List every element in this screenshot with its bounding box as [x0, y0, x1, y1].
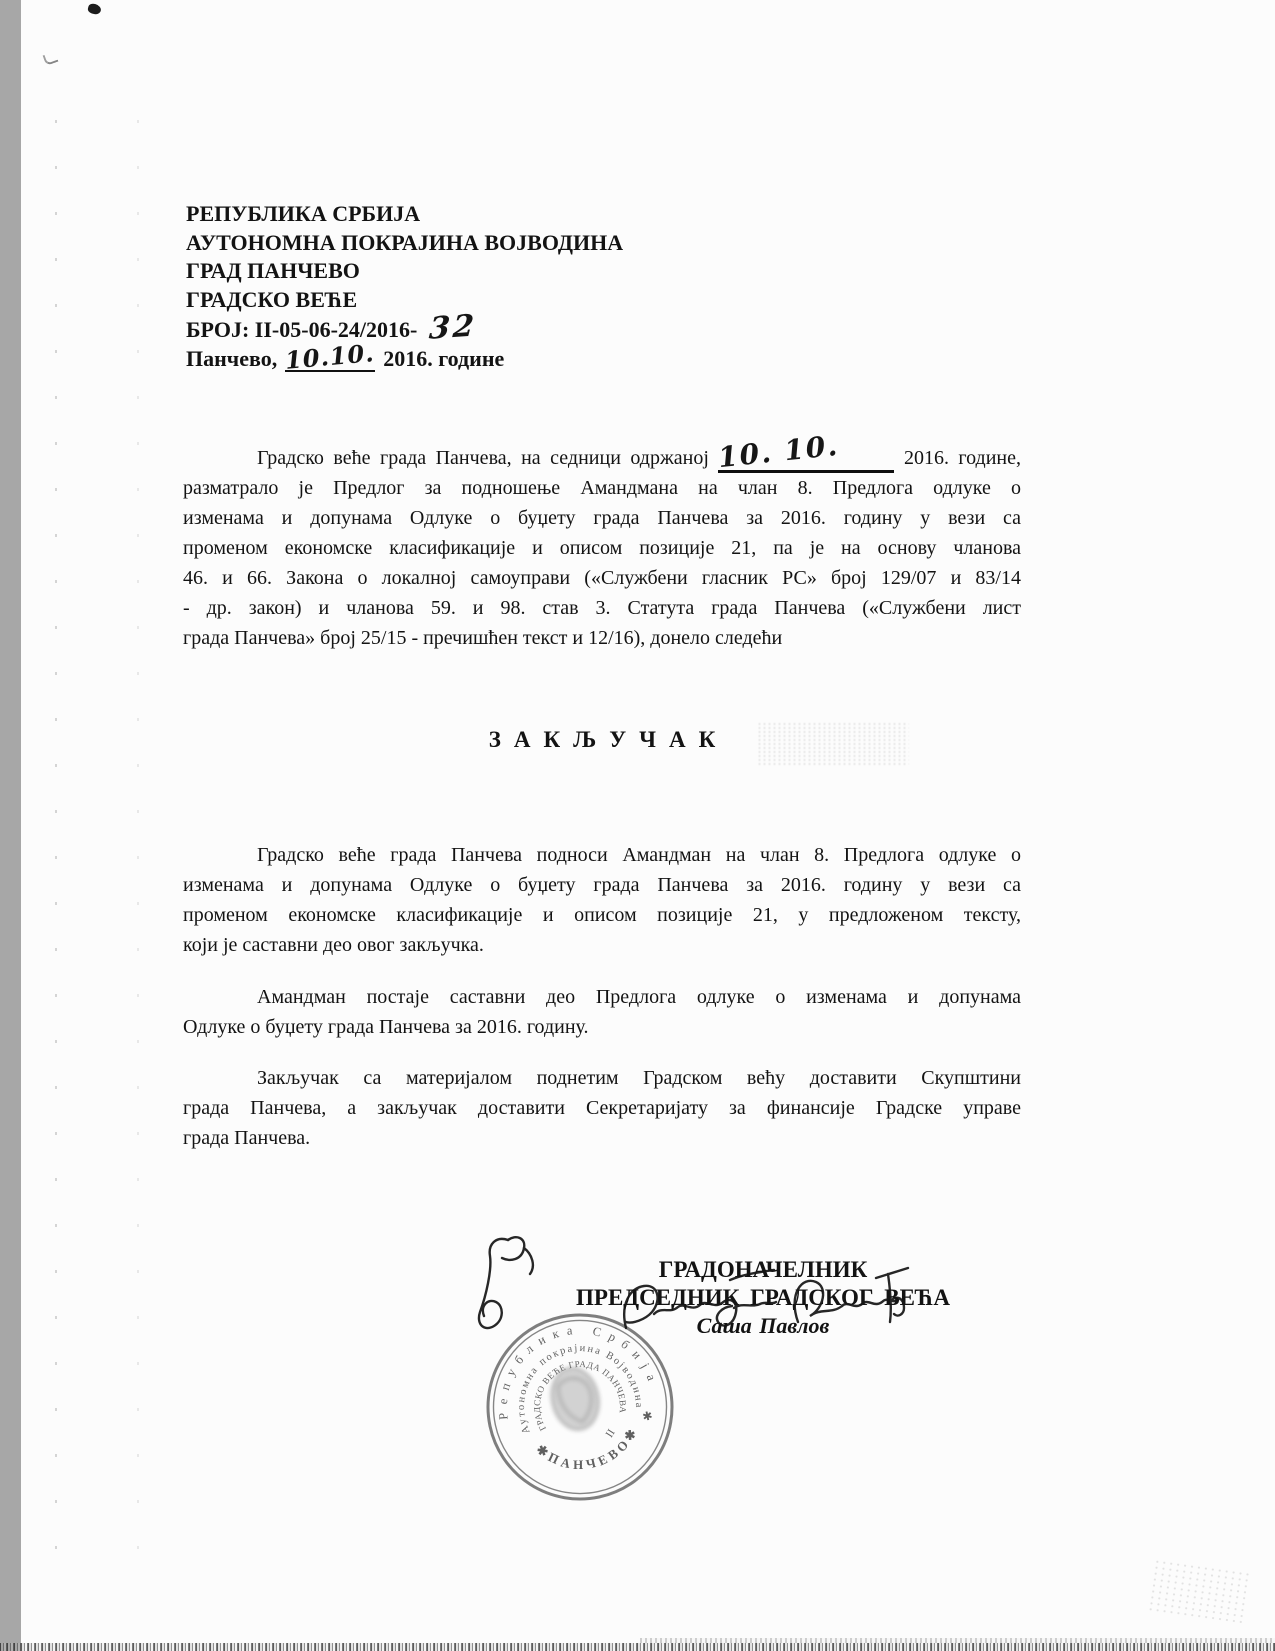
handwritten-session-date: 10. 10.	[716, 428, 841, 475]
pen-mark	[43, 51, 59, 66]
paragraph-3	[183, 982, 1021, 1042]
stamp-text-city: ✱ПАНЧЕВО✱	[533, 1423, 642, 1473]
text-line	[183, 428, 1022, 475]
p1-text-after-date: 2016. године,	[903, 447, 1022, 469]
svg-text:✱ПАНЧЕВО✱	[532, 1421, 648, 1482]
place-date-line	[186, 337, 623, 375]
text-line: који је саставни део овог закључка.	[183, 934, 484, 956]
paragraph-1-lines	[183, 473, 1021, 653]
text-line: променом економске класификације и описом позиције 21, па је на основу чланова	[183, 537, 1021, 559]
signer-title-mayor: ГРАДОНАЧЕЛНИК	[658, 1257, 868, 1282]
place-label: Панчево,	[186, 345, 278, 371]
stamp-number: II	[603, 1427, 618, 1440]
text-line: АУТОНОМНА ПОКРАЈИНА ВОЈВОДИНА	[186, 229, 624, 255]
text-line: града Панчева, а закључак доставити Секретаријату за финансије Градске управе	[183, 1097, 1021, 1119]
year-label: 2016. године	[383, 345, 505, 371]
paragraph-1	[183, 428, 1022, 653]
signer-name: Саша Павлов	[696, 1313, 830, 1338]
handwritten-signatures	[430, 1210, 930, 1370]
stamp-text-republic: Република Србија	[495, 1322, 662, 1421]
text-line: Одлуке о буџету града Панчева за 2016. годину.	[183, 1016, 589, 1038]
initial-paraph	[479, 1237, 533, 1328]
text-line: Закључак са материјалом поднетим Градском већу доставити Скупштини	[257, 1067, 1021, 1089]
scan-edge-band	[0, 0, 21, 1651]
scan-noise-column	[137, 120, 139, 1580]
letterhead	[186, 200, 623, 373]
signature-last-name	[795, 1268, 908, 1322]
text-line: града Панчева.	[183, 1127, 311, 1149]
handwritten-number: 32	[428, 308, 479, 347]
paragraph-4	[183, 1063, 1021, 1153]
signer-title-council-president: ПРЕДСЕДНИК ГРАДСКОГ ВЕЋА	[576, 1285, 950, 1310]
text-line: променом економске класификације и описом позиције 21, у предложеном тексту,	[183, 904, 1021, 926]
text-line: града Панчева» број 25/15 - пречишћен текст и 12/16), донело следећи	[183, 627, 783, 649]
handwritten-date: 10.10.	[284, 337, 377, 375]
text-line: разматрало је Предлог за подношење Амандмана на члан 8. Предлога одлуке о	[183, 477, 1021, 499]
scan-noise-bottom-2	[640, 1638, 1275, 1643]
stamp-text-council: ГРАДСКО ВЕЋЕ ГРАДА ПАНЧЕВА	[531, 1358, 629, 1433]
session-date-underline	[716, 428, 894, 475]
p1-text-before-date: Градско веће града Панчева, на седници одржаној	[257, 447, 709, 469]
ink-blot	[87, 2, 102, 15]
text-line: 46. и 66. Закона о локалној самоуправи («Службени гласник РС» број 129/07 и 83/14	[183, 567, 1021, 589]
text-line: РЕПУБЛИКА СРБИЈА	[186, 201, 421, 226]
document-number-line	[186, 308, 623, 347]
text-line: изменама и допунама Одлуке о буџету града Панчева за 2016. годину у вези са	[183, 874, 1021, 896]
text-line: Градско веће града Панчева подноси Амандман на члан 8. Предлога одлуке о	[257, 844, 1021, 866]
stamp-text-province: Аутономна покрајина Војводина	[515, 1342, 645, 1436]
text-line: ГРАД ПАНЧЕВО	[186, 258, 360, 283]
scan-speckles	[1147, 1558, 1254, 1626]
date-blank-underline	[284, 337, 377, 375]
text-line: - др. закон) и чланова 59. и 98. став 3. Статута града Панчева («Службени лист	[183, 597, 1021, 619]
signature-first-name	[624, 1270, 776, 1328]
document-number-label: БРОЈ: II-05-06-24/2016-	[186, 317, 418, 342]
text-line: ГРАДСКО ВЕЋЕ	[186, 286, 358, 312]
scan-noise-bottom	[0, 1643, 1275, 1651]
stamp-star-icon: ✱	[641, 1408, 654, 1425]
text-line: Амандман постаје саставни део Предлога одлуке о изменама и допунама	[257, 986, 1021, 1008]
letterhead-lines	[186, 200, 623, 314]
paragraph-2	[183, 840, 1021, 960]
text-line: изменама и допунама Одлуке о буџету града Панчева за 2016. годину у вези са	[183, 507, 1021, 529]
conclusion-heading: ЗАКЉУЧАК	[488, 727, 729, 752]
scan-noise-column	[55, 120, 57, 1580]
